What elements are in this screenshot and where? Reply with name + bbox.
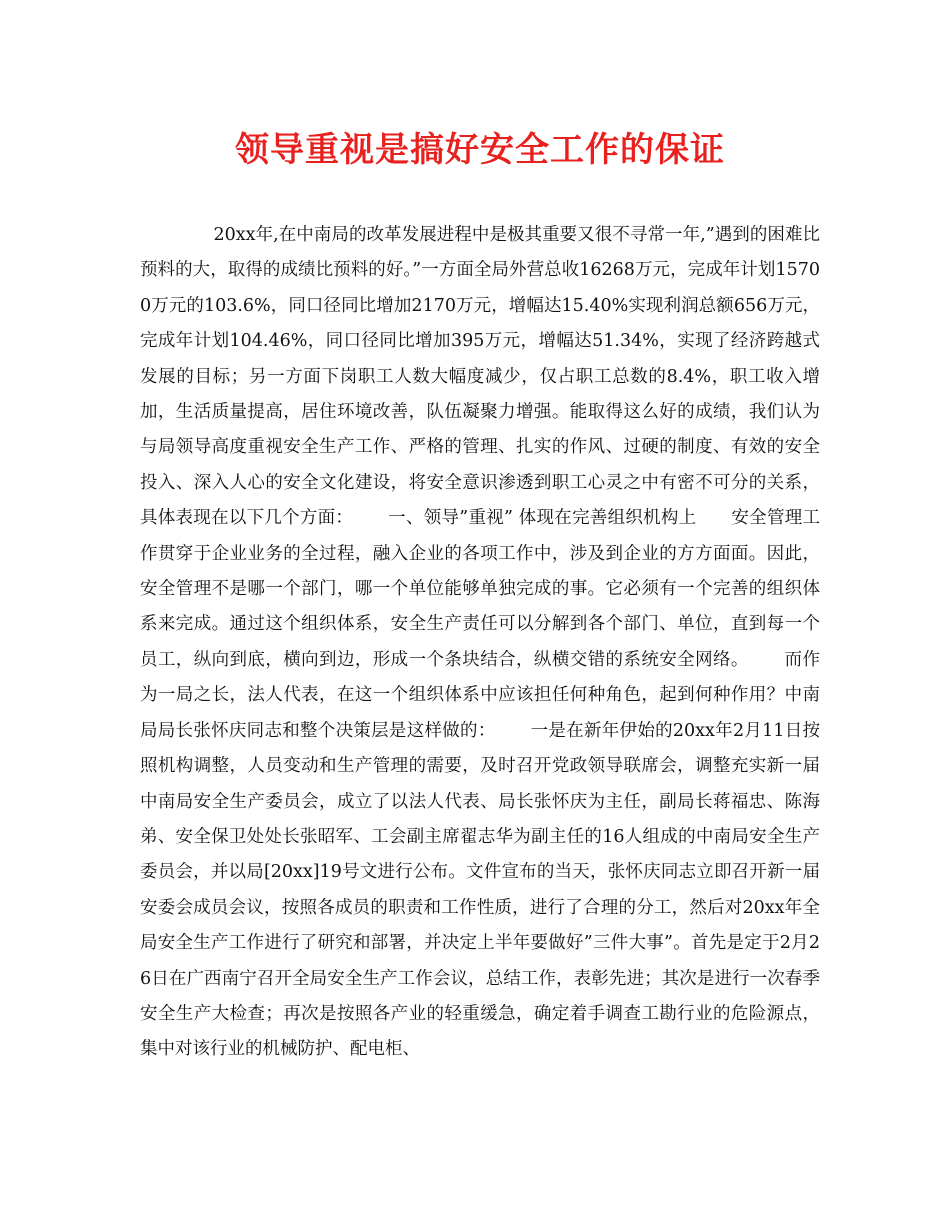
document-title: 领导重视是搞好安全工作的保证 [235,130,725,170]
document-body: 20xx年,在中南局的改革发展进程中是极其重要又很不寻常一年,”遇到的困难比预料的大，取得的成绩比预料的好。”一方面全局外营总收16268万元，完成年计划15700万元的103.6%，同口径同比增加2170万元，增幅达15.40%实现利润总额656万元，完成年计划104.46%，同口径同比增加395万元，增幅达51.34%，实现了经济跨越式发展的目标；另一方面下岗职工人数大幅度减少，仅占职工总数的8.4%，职工收入增加，生活质量提高，居住环境改善，队伍凝聚力增强。能取得这么好的成绩，我们认为与局领导高度重视安全生产工作、严格的管理、扎实的作风、过硬的制度、有效的安全投入、深入人心的安全文化建设，将安全意识渗透到职工心灵之中有密不可分的关系，具体表现在以下几个方面： 一、领导”重视” 体现在完善组织机构上 安全管理工作贯穿于企业业务的全过程，融入企业的各项工作中，涉及到企业的方方面面。因此，安全管理不是哪一个部门，哪一个单位能够单独完成的事。它必须有一个完善的组织体系来完成。通过这个组织体系，安全生产责任可以分解到各个部门、单位，直到每一个员工，纵向到底，横向到边，形成一个条块结合，纵横交错的系统安全网络。 而作为一局之长，法人代表，在这一个组织体系中应该担任何种角色，起到何种作用？中南局局长张怀庆同志和整个决策层是这样做的： 一是在新年伊始的20xx年2月11日按照机构调整，人员变动和生产管理的需要，及时召开党政领导联席会，调整充实新一届中南局安全生产委员会，成立了以法人代表、局长张怀庆为主任，副局长蒋福忠、陈海弟、安全保卫处处长张昭军、工会副主席翟志华为副主任的16人组成的中南局安全生产委员会，并以局[20xx]19号文进行公布。文件宣布的当天，张怀庆同志立即召开新一届安委会成员会议，按照各成员的职责和工作性质，进行了合理的分工，然后对20xx年全局安全生产工作进行了研究和部署，并决定上半年要做好”三件大事”。首先是定于2月26日在广西南宁召开全局安全生产工作会议，总结工作，表彰先进；其次是进行一次春季安全生产大检查；再次是按照各产业的轻重缓急，确定着手调查工勘行业的危险源点，集中对该行业的机械防护、配电柜、 [140,225,820,1060]
